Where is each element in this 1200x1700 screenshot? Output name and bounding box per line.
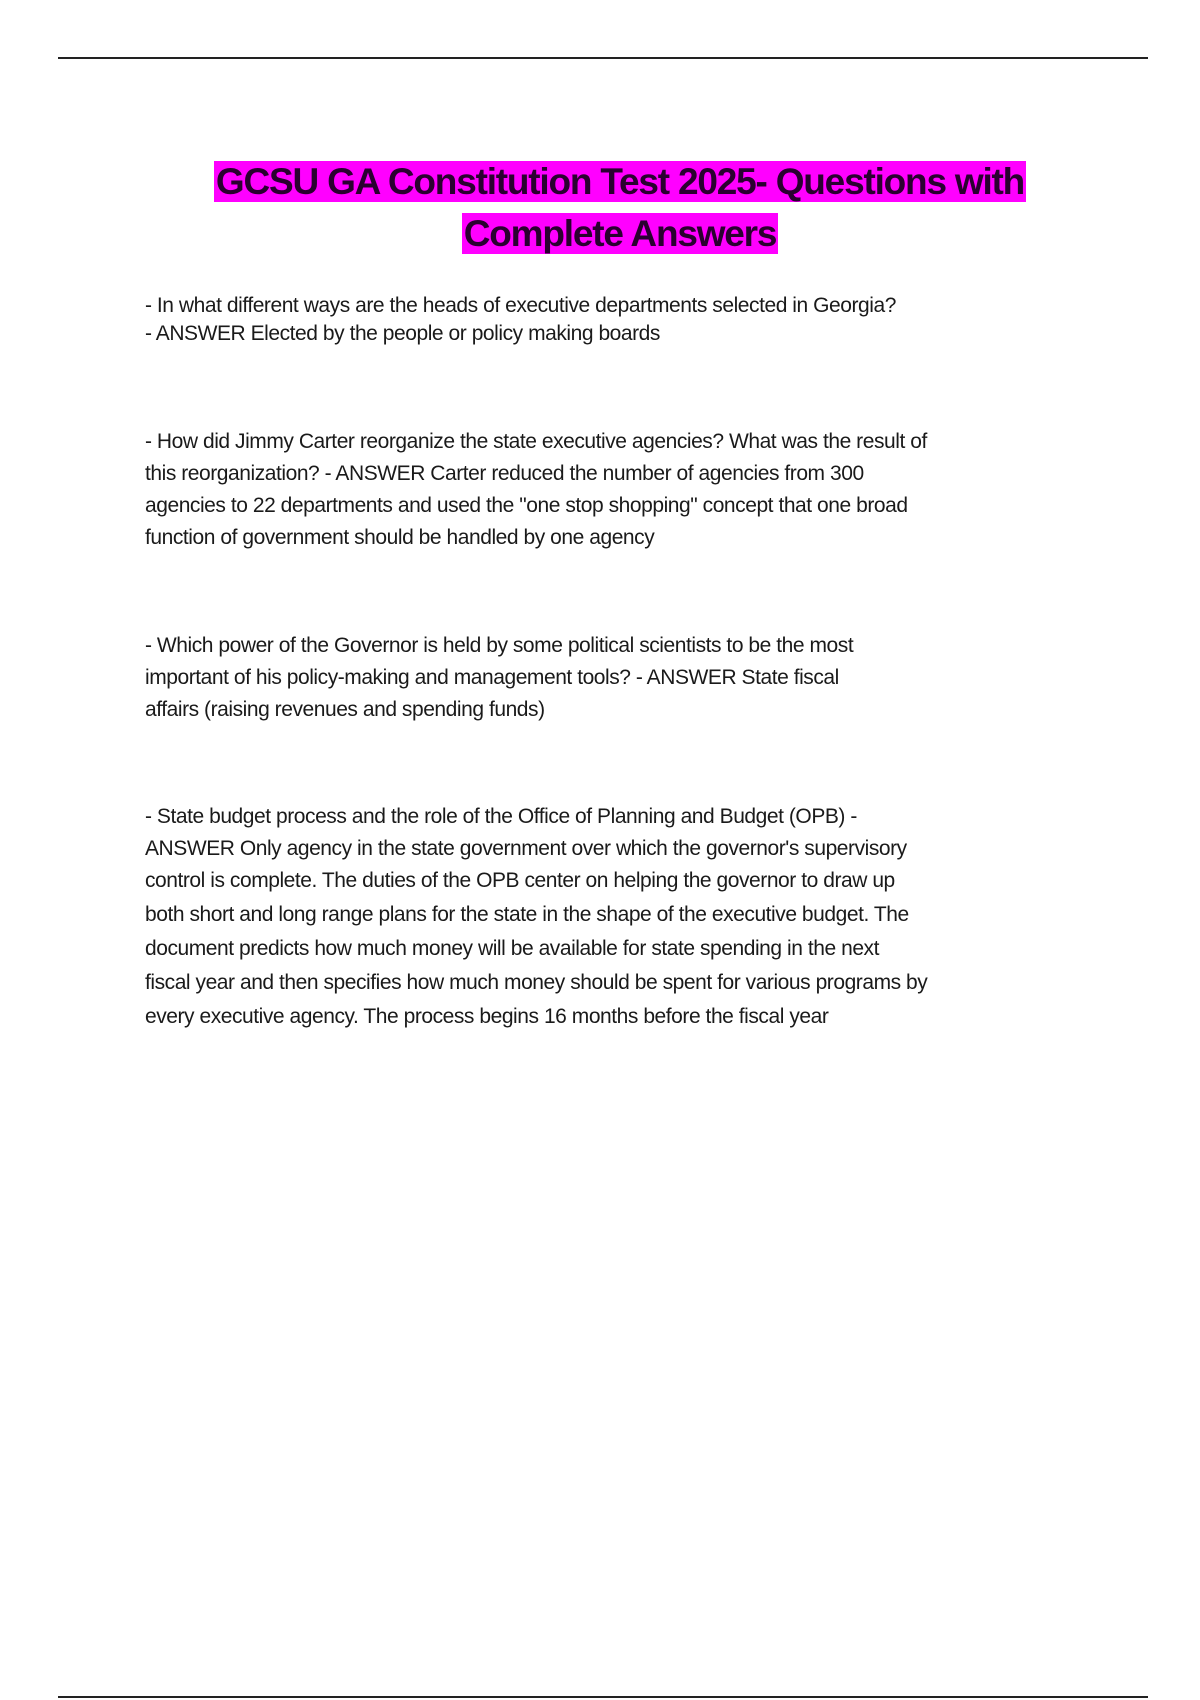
qa-line: - ANSWER Elected by the people or policy making boards: [145, 322, 660, 345]
qa-line: agencies to 22 departments and used the "one stop shopping" concept that one broad: [145, 494, 908, 517]
footer-rule: [58, 1696, 1148, 1698]
qa-line: - How did Jimmy Carter reorganize the state executive agencies? What was the result of: [145, 430, 927, 453]
qa-line: function of government should be handled by one agency: [145, 526, 655, 549]
qa-line: affairs (raising revenues and spending funds): [145, 698, 545, 721]
qa-line: every executive agency. The process begins 16 months before the fiscal year: [145, 1005, 829, 1028]
qa-line: important of his policy-making and management tools? - ANSWER State fiscal: [145, 666, 839, 689]
qa-line: document predicts how much money will be available for state spending in the next: [145, 937, 879, 960]
header-rule: [58, 57, 1148, 59]
qa-line: - Which power of the Governor is held by some political scientists to be the most: [145, 634, 854, 657]
qa-line: ANSWER Only agency in the state government over which the governor's supervisory: [145, 837, 907, 860]
document-title: [0, 156, 1200, 260]
qa-line: fiscal year and then specifies how much money should be spent for various programs by: [145, 971, 928, 994]
qa-line: - In what different ways are the heads of executive departments selected in Georgia?: [145, 294, 896, 317]
qa-line: control is complete. The duties of the OPB center on helping the governor to draw up: [145, 869, 895, 892]
title-line-1: GCSU GA Constitution Test 2025- Questions with: [215, 161, 1025, 202]
title-line-2: Complete Answers: [463, 213, 777, 254]
qa-item-1: [145, 290, 896, 350]
qa-line: this reorganization? - ANSWER Carter reduced the number of agencies from 300: [145, 462, 864, 485]
qa-item-3: [145, 630, 853, 726]
qa-line: both short and long range plans for the state in the shape of the executive budget. The: [145, 903, 909, 926]
qa-item-4: [145, 801, 927, 1033]
qa-line: - State budget process and the role of the Office of Planning and Budget (OPB) -: [145, 805, 857, 828]
qa-item-2: [145, 426, 927, 554]
